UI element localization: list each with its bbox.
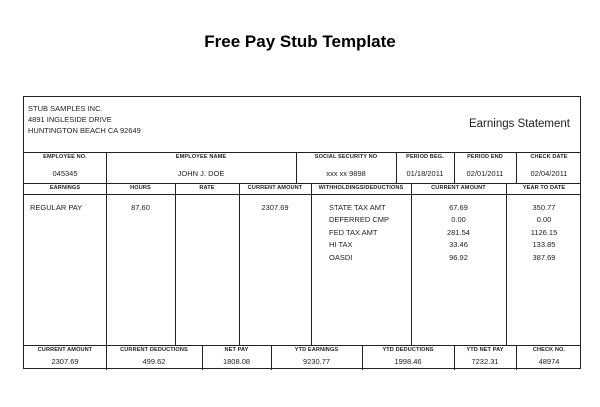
deduction-name: FED TAX AMT <box>329 227 378 237</box>
check-no-value: 48974 <box>538 357 560 366</box>
current-amount-header: CURRENT AMOUNT <box>247 185 303 191</box>
hours-header: HOURS <box>130 185 151 191</box>
period-beg-value: 01/18/2011 <box>406 169 444 178</box>
employee-name-value: JOHN J. DOE <box>177 169 225 178</box>
divider <box>24 183 580 184</box>
employee-name-header: EMPLOYEE NAME <box>175 154 227 160</box>
company-address-line2: HUNTINGTON BEACH CA 92649 <box>28 126 141 135</box>
earnings-type: REGULAR PAY <box>30 203 83 212</box>
deduction-name: DEFERRED CMP <box>329 215 390 225</box>
deduction-ytd-column <box>506 202 582 264</box>
employee-no-header: EMPLOYEE NO. <box>43 154 87 160</box>
divider <box>24 345 580 346</box>
deduction-current: 0.00 <box>451 215 466 225</box>
divider <box>24 152 580 153</box>
check-date-header: CHECK DATE <box>530 154 568 160</box>
period-end-header: PERIOD END <box>467 154 503 160</box>
total-current-amount-value: 2307.69 <box>51 357 79 366</box>
deduction-name: STATE TAX AMT <box>329 203 386 212</box>
net-pay-header: NET PAY <box>224 347 249 353</box>
divider <box>175 183 176 345</box>
total-current-deductions-value: 499.62 <box>142 357 166 366</box>
employee-no-value: 045345 <box>52 169 78 178</box>
statement-title: Earnings Statement <box>468 118 570 130</box>
deduction-current: 96.92 <box>449 252 468 262</box>
deduction-ytd: 350.77 <box>532 203 556 212</box>
company-name: STUB SAMPLES INC. <box>28 104 103 113</box>
deduction-current-header: CURRENT AMOUNT <box>431 185 486 191</box>
ssn-header: SOCIAL SECURITY NO <box>314 154 378 160</box>
period-end-value: 02/01/2011 <box>466 169 504 178</box>
check-date-value: 02/04/2011 <box>530 169 568 178</box>
deduction-current: 67.69 <box>449 203 468 212</box>
ytd-net-pay-value: 7232.31 <box>471 357 499 366</box>
total-current-amount-header: CURRENT AMOUNT <box>37 347 93 353</box>
earnings-header: EARNINGS <box>49 185 81 191</box>
deduction-current-column <box>411 202 506 264</box>
rate-header: RATE <box>199 185 215 191</box>
net-pay-value: 1808.08 <box>222 357 251 366</box>
deduction-ytd: 133.85 <box>532 240 556 250</box>
deduction-current: 33.46 <box>449 240 468 250</box>
deduction-ytd: 0.00 <box>536 215 552 225</box>
deduction-ytd: 387.69 <box>532 252 556 262</box>
divider <box>24 194 580 195</box>
ytd-earnings-value: 9230.77 <box>302 357 331 366</box>
deduction-ytd: 1126.15 <box>530 227 558 237</box>
check-no-header: CHECK NO. <box>532 347 566 353</box>
deduction-name: OASDI <box>329 252 353 262</box>
ytd-net-pay-header: YTD NET PAY <box>466 347 504 353</box>
earnings-amount: 2307.69 <box>261 203 289 212</box>
pay-stub <box>23 96 581 369</box>
period-beg-header: PERIOD BEG. <box>406 154 444 160</box>
company-block <box>28 103 141 136</box>
ytd-header: YEAR TO DATE <box>522 185 566 191</box>
deduction-names <box>329 202 389 264</box>
withholdings-header: WITHHOLDINGS/DEDUCTIONS <box>318 185 404 191</box>
deduction-name: HI TAX <box>329 240 353 250</box>
ssn-value: xxx xx 9898 <box>326 169 366 178</box>
total-current-deductions-header: CURRENT DEDUCTIONS <box>120 347 188 353</box>
ytd-deductions-value: 1998.46 <box>394 357 422 366</box>
divider <box>311 183 312 345</box>
company-address-line1: 4891 INGLESIDE DRIVE <box>28 115 112 124</box>
page-title: Free Pay Stub Template <box>204 32 396 51</box>
ytd-deductions-header: YTD DEDUCTIONS <box>382 347 434 353</box>
deduction-current: 281.54 <box>447 227 470 237</box>
ytd-earnings-header: YTD EARNINGS <box>294 347 339 353</box>
earnings-hours: 87.60 <box>131 203 150 212</box>
